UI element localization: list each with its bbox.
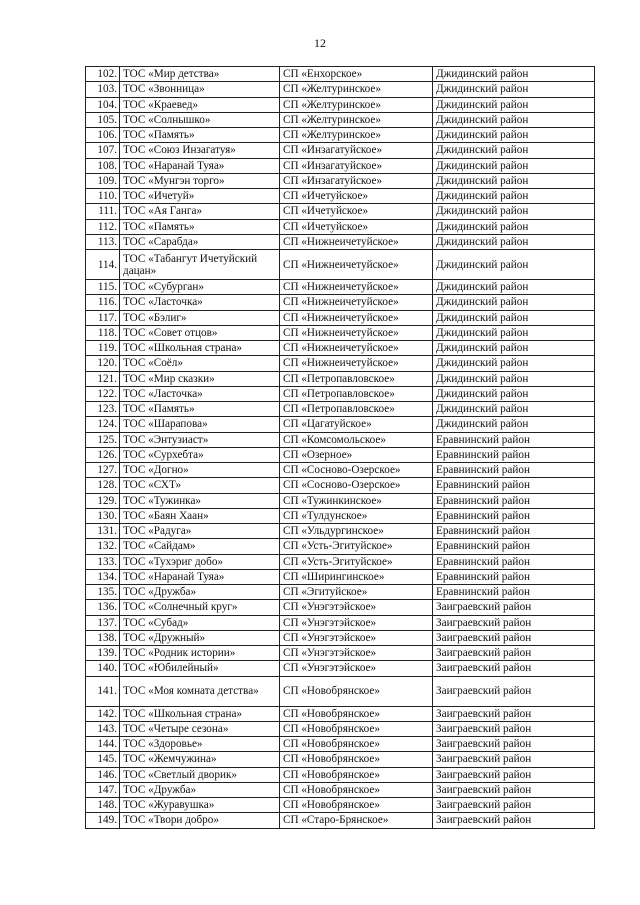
registry-body: [86, 67, 595, 829]
page-number: 12: [314, 36, 326, 50]
district-name: Еравнинский район: [433, 447, 595, 462]
district-name: Джидинский район: [433, 189, 595, 204]
table-row: [86, 630, 595, 645]
table-row: [86, 97, 595, 112]
district-name: Еравнинский район: [433, 463, 595, 478]
district-name: Джидинский район: [433, 82, 595, 97]
settlement-name: СП «Тулдунское»: [280, 508, 433, 523]
table-row: [86, 676, 595, 706]
tos-name: ТОС «Звонница»: [120, 82, 280, 97]
table-row: [86, 646, 595, 661]
row-number: 128.: [86, 478, 120, 493]
settlement-name: СП «Нижнеичетуйское»: [280, 280, 433, 295]
settlement-name: СП «Нижнеичетуйское»: [280, 295, 433, 310]
row-number: 133.: [86, 554, 120, 569]
row-number: 140.: [86, 661, 120, 676]
row-number: 124.: [86, 417, 120, 432]
settlement-name: СП «Озерное»: [280, 447, 433, 462]
district-name: Еравнинский район: [433, 554, 595, 569]
tos-name: ТОС «Краевед»: [120, 97, 280, 112]
settlement-name: СП «Ширингинское»: [280, 569, 433, 584]
row-number: 138.: [86, 630, 120, 645]
settlement-name: СП «Ичетуйское»: [280, 204, 433, 219]
table-row: [86, 386, 595, 401]
tos-name: ТОС «Ласточка»: [120, 386, 280, 401]
table-row: [86, 143, 595, 158]
row-number: 130.: [86, 508, 120, 523]
table-row: [86, 112, 595, 127]
settlement-name: СП «Унэгэтэйское»: [280, 630, 433, 645]
tos-name: ТОС «Дружный»: [120, 630, 280, 645]
settlement-name: СП «Новобрянское»: [280, 767, 433, 782]
district-name: Заиграевский район: [433, 630, 595, 645]
row-number: 112.: [86, 219, 120, 234]
table-row: [86, 706, 595, 721]
district-name: Еравнинский район: [433, 432, 595, 447]
tos-name: ТОС «Здоровье»: [120, 737, 280, 752]
row-number: 122.: [86, 386, 120, 401]
district-name: Джидинский район: [433, 371, 595, 386]
table-row: [86, 67, 595, 82]
settlement-name: СП «Нижнеичетуйское»: [280, 234, 433, 249]
tos-name: ТОС «Бэлиг»: [120, 310, 280, 325]
row-number: 131.: [86, 524, 120, 539]
district-name: Джидинский район: [433, 234, 595, 249]
settlement-name: СП «Новобрянское»: [280, 676, 433, 706]
settlement-name: СП «Петропавловское»: [280, 371, 433, 386]
table-row: [86, 721, 595, 736]
row-number: 116.: [86, 295, 120, 310]
row-number: 148.: [86, 798, 120, 813]
row-number: 137.: [86, 615, 120, 630]
row-number: 117.: [86, 310, 120, 325]
row-number: 134.: [86, 569, 120, 584]
settlement-name: СП «Унэгэтэйское»: [280, 661, 433, 676]
district-name: Заиграевский район: [433, 646, 595, 661]
tos-name: ТОС «Тужинка»: [120, 493, 280, 508]
row-number: 126.: [86, 447, 120, 462]
settlement-name: СП «Новобрянское»: [280, 752, 433, 767]
row-number: 113.: [86, 234, 120, 249]
table-row: [86, 341, 595, 356]
row-number: 143.: [86, 721, 120, 736]
tos-name: ТОС «Мир сказки»: [120, 371, 280, 386]
settlement-name: СП «Новобрянское»: [280, 721, 433, 736]
district-name: Джидинский район: [433, 295, 595, 310]
table-row: [86, 585, 595, 600]
row-number: 125.: [86, 432, 120, 447]
tos-name: ТОС «Дружба»: [120, 782, 280, 797]
tos-name: ТОС «Память»: [120, 128, 280, 143]
tos-name: ТОС «Школьная страна»: [120, 706, 280, 721]
district-name: Еравнинский район: [433, 585, 595, 600]
tos-name: ТОС «Жемчужина»: [120, 752, 280, 767]
table-row: [86, 310, 595, 325]
district-name: Еравнинский район: [433, 524, 595, 539]
row-number: 114.: [86, 250, 120, 280]
district-name: Джидинский район: [433, 204, 595, 219]
settlement-name: СП «Нижнеичетуйское»: [280, 356, 433, 371]
tos-name: ТОС «СХТ»: [120, 478, 280, 493]
table-row: [86, 798, 595, 813]
tos-name: ТОС «Четыре сезона»: [120, 721, 280, 736]
tos-name: ТОС «Субурган»: [120, 280, 280, 295]
district-name: Джидинский район: [433, 250, 595, 280]
table-row: [86, 463, 595, 478]
table-row: [86, 417, 595, 432]
table-row: [86, 524, 595, 539]
settlement-name: СП «Унэгэтэйское»: [280, 615, 433, 630]
district-name: Джидинский район: [433, 67, 595, 82]
settlement-name: СП «Тужинкинское»: [280, 493, 433, 508]
settlement-name: СП «Унэгэтэйское»: [280, 600, 433, 615]
district-name: Заиграевский район: [433, 676, 595, 706]
settlement-name: СП «Инзагатуйское»: [280, 158, 433, 173]
district-name: Заиграевский район: [433, 706, 595, 721]
row-number: 132.: [86, 539, 120, 554]
row-number: 147.: [86, 782, 120, 797]
row-number: 139.: [86, 646, 120, 661]
district-name: Джидинский район: [433, 173, 595, 188]
district-name: Джидинский район: [433, 325, 595, 340]
row-number: 118.: [86, 325, 120, 340]
tos-name: ТОС «Светлый дворик»: [120, 767, 280, 782]
district-name: Заиграевский район: [433, 782, 595, 797]
settlement-name: СП «Сосново-Озерское»: [280, 478, 433, 493]
district-name: Заиграевский район: [433, 737, 595, 752]
tos-name: ТОС «Солнышко»: [120, 112, 280, 127]
row-number: 110.: [86, 189, 120, 204]
row-number: 149.: [86, 813, 120, 828]
district-name: Джидинский район: [433, 417, 595, 432]
district-name: Заиграевский район: [433, 752, 595, 767]
row-number: 119.: [86, 341, 120, 356]
district-name: Джидинский район: [433, 158, 595, 173]
row-number: 146.: [86, 767, 120, 782]
tos-name: ТОС «Догно»: [120, 463, 280, 478]
tos-name: ТОС «Школьная страна»: [120, 341, 280, 356]
settlement-name: СП «Инзагатуйское»: [280, 143, 433, 158]
table-row: [86, 493, 595, 508]
settlement-name: СП «Желтуринское»: [280, 128, 433, 143]
table-row: [86, 402, 595, 417]
table-row: [86, 569, 595, 584]
table-row: [86, 234, 595, 249]
table-row: [86, 539, 595, 554]
settlement-name: СП «Нижнеичетуйское»: [280, 341, 433, 356]
settlement-name: СП «Ульдургинское»: [280, 524, 433, 539]
row-number: 111.: [86, 204, 120, 219]
row-number: 103.: [86, 82, 120, 97]
tos-name: ТОС «Наранай Туяа»: [120, 569, 280, 584]
row-number: 123.: [86, 402, 120, 417]
tos-name: ТОС «Табангут Ичетуйский дацан»: [120, 250, 280, 280]
settlement-name: СП «Комсомольское»: [280, 432, 433, 447]
table-row: [86, 250, 595, 280]
row-number: 120.: [86, 356, 120, 371]
tos-name: ТОС «Юбилейный»: [120, 661, 280, 676]
table-row: [86, 737, 595, 752]
tos-name: ТОС «Дружба»: [120, 585, 280, 600]
district-name: Джидинский район: [433, 402, 595, 417]
table-row: [86, 204, 595, 219]
tos-name: ТОС «Радуга»: [120, 524, 280, 539]
tos-name: ТОС «Совет отцов»: [120, 325, 280, 340]
settlement-name: СП «Енхорское»: [280, 67, 433, 82]
settlement-name: СП «Желтуринское»: [280, 97, 433, 112]
table-row: [86, 447, 595, 462]
district-name: Еравнинский район: [433, 539, 595, 554]
district-name: Заиграевский район: [433, 661, 595, 676]
settlement-name: СП «Старо-Брянское»: [280, 813, 433, 828]
district-name: Джидинский район: [433, 341, 595, 356]
row-number: 106.: [86, 128, 120, 143]
settlement-name: СП «Нижнеичетуйское»: [280, 325, 433, 340]
row-number: 108.: [86, 158, 120, 173]
row-number: 115.: [86, 280, 120, 295]
tos-name: ТОС «Моя комната детства»: [120, 676, 280, 706]
table-row: [86, 325, 595, 340]
table-row: [86, 782, 595, 797]
district-name: Джидинский район: [433, 356, 595, 371]
tos-name: ТОС «Ая Ганга»: [120, 204, 280, 219]
row-number: 141.: [86, 676, 120, 706]
district-name: Джидинский район: [433, 112, 595, 127]
district-name: Джидинский район: [433, 219, 595, 234]
tos-name: ТОС «Энтузиаст»: [120, 432, 280, 447]
district-name: Заиграевский район: [433, 600, 595, 615]
row-number: 135.: [86, 585, 120, 600]
settlement-name: СП «Желтуринское»: [280, 82, 433, 97]
tos-name: ТОС «Баян Хаан»: [120, 508, 280, 523]
district-name: Джидинский район: [433, 386, 595, 401]
settlement-name: СП «Унэгэтэйское»: [280, 646, 433, 661]
tos-name: ТОС «Наранай Туяа»: [120, 158, 280, 173]
tos-name: ТОС «Мир детства»: [120, 67, 280, 82]
settlement-name: СП «Ичетуйское»: [280, 189, 433, 204]
table-row: [86, 661, 595, 676]
table-row: [86, 219, 595, 234]
district-name: Еравнинский район: [433, 569, 595, 584]
settlement-name: СП «Новобрянское»: [280, 737, 433, 752]
district-name: Джидинский район: [433, 143, 595, 158]
settlement-name: СП «Нижнеичетуйское»: [280, 310, 433, 325]
district-name: Джидинский район: [433, 310, 595, 325]
table-row: [86, 356, 595, 371]
table-row: [86, 615, 595, 630]
tos-name: ТОС «Сайдам»: [120, 539, 280, 554]
district-name: Заиграевский район: [433, 798, 595, 813]
table-row: [86, 173, 595, 188]
table-row: [86, 752, 595, 767]
table-row: [86, 371, 595, 386]
tos-name: ТОС «Шарапова»: [120, 417, 280, 432]
table-row: [86, 813, 595, 828]
settlement-name: СП «Сосново-Озерское»: [280, 463, 433, 478]
table-row: [86, 432, 595, 447]
settlement-name: СП «Желтуринское»: [280, 112, 433, 127]
district-name: Джидинский район: [433, 97, 595, 112]
row-number: 105.: [86, 112, 120, 127]
table-row: [86, 295, 595, 310]
row-number: 104.: [86, 97, 120, 112]
district-name: Еравнинский район: [433, 478, 595, 493]
table-row: [86, 128, 595, 143]
district-name: Джидинский район: [433, 280, 595, 295]
district-name: Заиграевский район: [433, 615, 595, 630]
tos-name: ТОС «Мунгэн торго»: [120, 173, 280, 188]
row-number: 107.: [86, 143, 120, 158]
district-name: Еравнинский район: [433, 508, 595, 523]
row-number: 142.: [86, 706, 120, 721]
district-name: Заиграевский район: [433, 721, 595, 736]
settlement-name: СП «Усть-Эгитуйское»: [280, 539, 433, 554]
tos-name: ТОС «Сарабда»: [120, 234, 280, 249]
settlement-name: СП «Эгитуйское»: [280, 585, 433, 600]
row-number: 109.: [86, 173, 120, 188]
table-row: [86, 508, 595, 523]
row-number: 145.: [86, 752, 120, 767]
settlement-name: СП «Новобрянское»: [280, 798, 433, 813]
district-name: Заиграевский район: [433, 767, 595, 782]
settlement-name: СП «Цагатуйское»: [280, 417, 433, 432]
tos-name: ТОС «Союз Инзагатуя»: [120, 143, 280, 158]
settlement-name: СП «Новобрянское»: [280, 782, 433, 797]
settlement-name: СП «Ичетуйское»: [280, 219, 433, 234]
tos-name: ТОС «Субад»: [120, 615, 280, 630]
table-row: [86, 554, 595, 569]
table-row: [86, 767, 595, 782]
settlement-name: СП «Петропавловское»: [280, 402, 433, 417]
table-row: [86, 158, 595, 173]
tos-name: ТОС «Твори добро»: [120, 813, 280, 828]
table-row: [86, 280, 595, 295]
tos-name: ТОС «Родник истории»: [120, 646, 280, 661]
tos-name: ТОС «Журавушка»: [120, 798, 280, 813]
tos-name: ТОС «Память»: [120, 402, 280, 417]
row-number: 102.: [86, 67, 120, 82]
tos-name: ТОС «Солнечный круг»: [120, 600, 280, 615]
row-number: 136.: [86, 600, 120, 615]
settlement-name: СП «Петропавловское»: [280, 386, 433, 401]
tos-name: ТОС «Память»: [120, 219, 280, 234]
row-number: 127.: [86, 463, 120, 478]
table-row: [86, 478, 595, 493]
tos-name: ТОС «Ичетуй»: [120, 189, 280, 204]
settlement-name: СП «Новобрянское»: [280, 706, 433, 721]
tos-name: ТОС «Ласточка»: [120, 295, 280, 310]
table-row: [86, 189, 595, 204]
settlement-name: СП «Нижнеичетуйское»: [280, 250, 433, 280]
district-name: Джидинский район: [433, 128, 595, 143]
settlement-name: СП «Усть-Эгитуйское»: [280, 554, 433, 569]
table-row: [86, 600, 595, 615]
district-name: Заиграевский район: [433, 813, 595, 828]
row-number: 129.: [86, 493, 120, 508]
table-row: [86, 82, 595, 97]
tos-name: ТОС «Сурхебта»: [120, 447, 280, 462]
tos-registry-table: [85, 66, 595, 829]
tos-name: ТОС «Тухэриг добо»: [120, 554, 280, 569]
row-number: 121.: [86, 371, 120, 386]
settlement-name: СП «Инзагатуйское»: [280, 173, 433, 188]
district-name: Еравнинский район: [433, 493, 595, 508]
row-number: 144.: [86, 737, 120, 752]
tos-name: ТОС «Соёл»: [120, 356, 280, 371]
